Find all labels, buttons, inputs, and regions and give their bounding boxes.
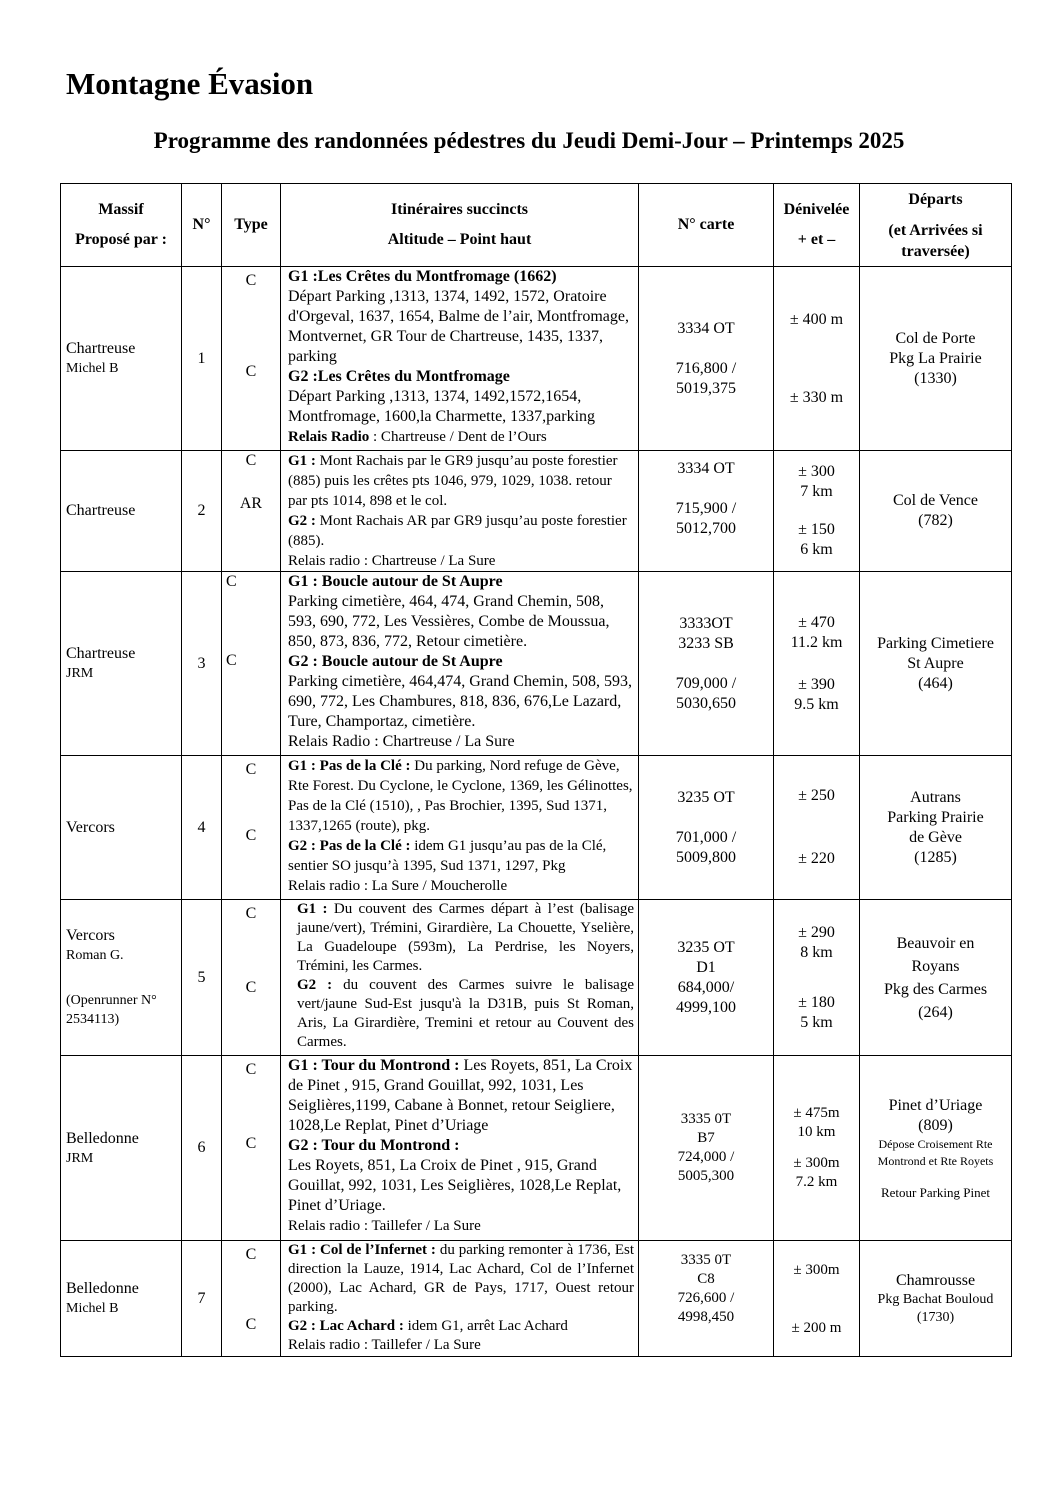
carte-value: 3335 0T — [680, 1252, 732, 1268]
distance-g2: 7.2 km — [795, 1174, 838, 1190]
g2-text: Mont Rachais AR par GR9 jusqu’au poste forestier (885). — [288, 513, 627, 549]
distance-g1: 10 km — [797, 1124, 836, 1140]
cell-carte — [639, 1056, 774, 1241]
hikes-table — [60, 183, 1012, 1357]
denivelee-g2: ± 300m — [793, 1155, 840, 1171]
cell-itineraire — [281, 1056, 639, 1241]
type-g2: C — [245, 363, 257, 380]
denivelee-g1: ± 290 — [798, 923, 835, 941]
carte-coord-x: 724,000 / — [677, 1149, 735, 1165]
relais-text: Relais radio : Taillefer / La Sure — [288, 1218, 481, 1234]
depart-note: Pkg Bachat Bouloud — [877, 1291, 994, 1307]
depart-line: Beauvoir en — [896, 934, 975, 952]
header-numero: N° — [182, 184, 222, 267]
depart-line: Autrans — [910, 788, 961, 806]
cell-depart — [860, 451, 1012, 572]
massif-name: Belledonne — [66, 1280, 139, 1297]
cell-num: 5 — [182, 900, 222, 1056]
cell-itineraire — [281, 1241, 639, 1357]
g1-title: G1 : Pas de la Clé : — [288, 758, 411, 774]
carte-coord-x: 701,000 / — [675, 828, 737, 846]
denivelee-g1: ± 300 — [798, 463, 835, 480]
denivelee-g2: ± 150 — [798, 521, 835, 538]
depart-altitude: (264) — [918, 1003, 953, 1021]
g1-title: G1 : Boucle autour de St Aupre — [288, 573, 503, 590]
table-header-row — [61, 184, 1012, 267]
g1-title: G1 : — [288, 453, 316, 469]
cell-denivelee — [774, 572, 860, 756]
header-type: Type — [222, 184, 281, 267]
table-row — [61, 900, 1012, 1056]
type-g1: C — [245, 1246, 257, 1263]
g2-text: Parking cimetière, 464,474, Grand Chemin, 508, 593, 690, 772, Les Chambures, 818, 836, 676,Le Lazard, Ture, Champortaz, cimetière. — [288, 673, 632, 730]
cell-type — [222, 900, 281, 1056]
g2-title: G2 : — [297, 977, 333, 993]
g1-title: G1 : Col de l’Infernet : — [288, 1242, 436, 1258]
cell-denivelee — [774, 756, 860, 900]
relais-text: : Chartreuse / Dent de l’Ours — [369, 429, 547, 445]
g2-text: du couvent des Carmes suivre le balisage vert/jaune Sud-Est jusqu'à la D31B, puis St Roman, Aris, La Girardière, Tremini et retour au Couvent des Carmes. — [297, 977, 634, 1050]
massif-name: Chartreuse — [66, 340, 136, 357]
depart-line: St Aupre — [907, 654, 964, 672]
cell-carte — [639, 900, 774, 1056]
g2-title: G2 : Boucle autour de St Aupre — [288, 653, 503, 670]
distance-g2: 6 km — [800, 541, 833, 558]
depart-altitude: (1285) — [914, 848, 957, 866]
cell-massif — [61, 451, 182, 572]
type-g1: C — [245, 761, 257, 778]
carte-value: B7 — [697, 1130, 715, 1146]
type-g2: C — [245, 979, 257, 996]
distance-g1: 11.2 km — [790, 633, 843, 651]
cell-massif — [61, 1056, 182, 1241]
depart-altitude: (464) — [918, 674, 953, 692]
cell-massif — [61, 756, 182, 900]
g2-title: G2 :Les Crêtes du Montfromage — [288, 368, 510, 385]
type-g2: C — [245, 827, 257, 844]
proposer-name: Michel B — [66, 361, 119, 376]
type-g1: C — [245, 452, 257, 469]
cell-depart — [860, 756, 1012, 900]
header-propose-label: Proposé par : — [75, 231, 167, 248]
cell-carte — [639, 756, 774, 900]
relais-text: Relais radio : Chartreuse / La Sure — [288, 553, 496, 569]
carte-value: 3334 OT — [677, 319, 735, 337]
depart-line: de Gève — [909, 828, 962, 846]
depart-line: Chamrousse — [895, 1271, 976, 1289]
page-subtitle: Programme des randonnées pédestres du Jeudi Demi-Jour – Printemps 2025 — [153, 128, 905, 153]
massif-name: Chartreuse — [66, 645, 136, 662]
table-row — [61, 267, 1012, 451]
relais-label: Relais Radio — [288, 429, 370, 445]
cell-massif — [61, 572, 182, 756]
cell-massif — [61, 900, 182, 1056]
massif-name: Vercors — [66, 927, 115, 944]
massif-name: Vercors — [66, 818, 115, 836]
g1-text: Du couvent des Carmes départ à l’est (balisage jaune/vert), Trémini, Girardière, La Chouette, Yselière, La Guadeloupe (593m), La Perdrise, les Noyers, Trémini, les Carmes. — [297, 901, 634, 974]
carte-coord-y: 5019,375 — [676, 379, 736, 397]
carte-value: 3334 OT — [677, 460, 735, 477]
cell-denivelee — [774, 900, 860, 1056]
cell-denivelee — [774, 1056, 860, 1241]
cell-carte — [639, 267, 774, 451]
cell-num: 4 — [182, 756, 222, 900]
depart-note: Retour Parking Pinet — [880, 1184, 991, 1200]
depart-altitude: (782) — [918, 512, 953, 529]
g2-title: G2 : Tour du Montrond : — [288, 1137, 460, 1154]
type-g2: C — [226, 652, 237, 669]
carte-value: 3235 OT — [677, 788, 735, 806]
carte-value: 3333OT — [679, 614, 733, 632]
depart-line: Pkg La Prairie — [889, 349, 982, 367]
depart-note: Dépose Croisement Rte — [878, 1136, 993, 1151]
depart-altitude: (1330) — [914, 369, 957, 387]
cell-depart — [860, 572, 1012, 756]
denivelee-g2: ± 180 — [798, 993, 835, 1011]
distance-g2: 5 km — [800, 1013, 833, 1031]
g1-text: du parking remonter à 1736, Est direction la Lauze, 1914, Lac Achard, Col de l’Infernet (2000), Lac Achard, GR de Pays, 1717, Ouest retour parking. — [288, 1242, 634, 1315]
cell-carte — [639, 572, 774, 756]
proposer-name: JRM — [66, 1150, 94, 1166]
cell-type — [222, 1241, 281, 1357]
header-plus-moins-label: + et – — [797, 231, 836, 248]
g1-title: G1 : — [297, 901, 328, 917]
carte-coord-y: 4999,100 — [676, 998, 736, 1016]
massif-name: Belledonne — [66, 1129, 139, 1147]
cell-depart — [860, 900, 1012, 1056]
table-row — [61, 572, 1012, 756]
cell-carte — [639, 1241, 774, 1357]
relais-text: Relais Radio : Chartreuse / La Sure — [288, 733, 515, 750]
header-itineraires-label: Itinéraires succincts — [390, 201, 528, 218]
carte-coord-y: 5030,650 — [676, 694, 736, 712]
relais-text: Relais radio : La Sure / Moucherolle — [288, 878, 508, 894]
carte-coord-x: 726,600 / — [677, 1290, 735, 1306]
denivelee-g2: ± 390 — [798, 675, 835, 693]
carte-coord-y: 5009,800 — [676, 848, 736, 866]
header-departs-label: Départs — [908, 190, 963, 208]
header-departs-sub-label: (et Arrivées si traversée) — [888, 221, 983, 260]
distance-g2: 9.5 km — [794, 695, 839, 713]
header-denivelee — [774, 184, 860, 267]
denivelee-g1: ± 400 m — [789, 310, 844, 328]
type-g2: C — [245, 1135, 257, 1152]
distance-g1: 8 km — [800, 943, 833, 961]
depart-line: Pinet d’Uriage — [888, 1096, 983, 1114]
table-row — [61, 1241, 1012, 1357]
relais-text: Relais radio : Taillefer / La Sure — [288, 1337, 481, 1353]
openrunner-note: (Openrunner N° 2534113) — [66, 993, 157, 1027]
carte-coord-x: 684,000/ — [677, 978, 735, 996]
type-g1: C — [245, 905, 257, 922]
g2-title: G2 : Lac Achard : — [288, 1318, 404, 1334]
cell-itineraire — [281, 451, 639, 572]
massif-name: Chartreuse — [66, 502, 136, 519]
type-g1: C — [245, 272, 257, 289]
denivelee-g1: ± 475m — [793, 1105, 840, 1121]
type-g2: C — [245, 1316, 257, 1333]
type-g1: C — [226, 573, 237, 590]
header-denivelee-label: Dénivelée — [783, 201, 850, 218]
cell-denivelee — [774, 1241, 860, 1357]
cell-type — [222, 756, 281, 900]
g1-text: Parking cimetière, 464, 474, Grand Chemin, 508, 593, 690, 772, Les Vessières, Combe de Moussua, 850, 873, 836, 772, Retour cimetière. — [288, 593, 610, 650]
depart-line: Pkg des Carmes — [883, 980, 988, 998]
cell-num: 6 — [182, 1056, 222, 1241]
denivelee-g1: ± 250 — [798, 787, 835, 804]
denivelee-g2: ± 200 m — [791, 1319, 842, 1336]
denivelee-g2: ± 220 — [798, 850, 835, 867]
header-itineraires — [281, 184, 639, 267]
g2-text: idem G1, arrêt Lac Achard — [403, 1318, 568, 1334]
carte-coord-y: 5005,300 — [677, 1168, 735, 1184]
cell-depart — [860, 1241, 1012, 1357]
cell-type — [222, 572, 281, 756]
cell-carte — [639, 451, 774, 572]
type-g2: AR — [239, 495, 263, 512]
denivelee-g1: ± 300m — [793, 1261, 840, 1278]
depart-line: Parking Prairie — [887, 808, 984, 826]
depart-line: Col de Vence — [892, 492, 978, 509]
g1-title: G1 :Les Crêtes du Montfromage (1662) — [288, 268, 557, 285]
carte-coord-y: 5012,700 — [676, 520, 736, 537]
depart-altitude: (1730) — [916, 1309, 955, 1325]
carte-value: 3235 OT — [677, 938, 735, 956]
cell-itineraire — [281, 267, 639, 451]
header-altitude-label: Altitude – Point haut — [387, 231, 532, 248]
carte-coord-y: 4998,450 — [677, 1309, 735, 1325]
carte-value: 3233 SB — [678, 634, 734, 652]
cell-denivelee — [774, 451, 860, 572]
g2-title: G2 : Pas de la Clé : — [288, 838, 411, 854]
cell-itineraire — [281, 900, 639, 1056]
cell-massif — [61, 1241, 182, 1357]
g2-text: Départ Parking ,1313, 1374, 1492,1572,1654, Montfromage, 1600,la Charmette, 1337,parking — [288, 388, 596, 425]
cell-depart — [860, 267, 1012, 451]
g2-title: G2 : — [288, 513, 316, 529]
distance-g1: 7 km — [800, 483, 833, 500]
g1-text: Les Royets, 851, La Croix de Pinet , 915, Grand Gouillat, 992, 1031, Les Seiglières,1199, Cabane à Bonnet, retour Seigliere, 1028,Le Replat, Pinet d’Uriage — [288, 1057, 633, 1134]
cell-denivelee — [774, 267, 860, 451]
organization-title: Montagne Évasion — [66, 66, 314, 101]
table-row — [61, 451, 1012, 572]
cell-num: 7 — [182, 1241, 222, 1357]
denivelee-g1: ± 470 — [798, 613, 835, 631]
header-carte: N° carte — [639, 184, 774, 267]
cell-itineraire — [281, 572, 639, 756]
proposer-name: Michel B — [66, 1301, 119, 1316]
table-row — [61, 756, 1012, 900]
denivelee-g2: ± 330 m — [789, 388, 844, 406]
proposer-name: JRM — [66, 666, 94, 681]
carte-value: C8 — [697, 1271, 715, 1287]
cell-type — [222, 451, 281, 572]
cell-type — [222, 1056, 281, 1241]
header-massif-label: Massif — [98, 201, 144, 218]
depart-altitude: (809) — [918, 1116, 953, 1134]
type-g1: C — [245, 1061, 257, 1078]
depart-line: Royans — [911, 957, 960, 975]
header-departs — [860, 184, 1012, 267]
table-row — [61, 1056, 1012, 1241]
g1-title: G1 : Tour du Montrond : — [288, 1057, 460, 1074]
cell-type — [222, 267, 281, 451]
g1-text: Du parking, Nord refuge de Gève, Rte Forest. Du Cyclone, le Cyclone, 1369, les Gélinottes, Pas de la Clé (1510), , Pas Brochier, 1395, Sud 1371, 1337,1265 (route), pkg. — [288, 758, 633, 834]
g2-text: Les Royets, 851, La Croix de Pinet , 915, Grand Gouillat, 992, 1031, Les Seiglières, 1028,Le Replat, Pinet d’Uriage. — [288, 1157, 622, 1214]
cell-depart — [860, 1056, 1012, 1241]
proposer-name: Roman G. — [66, 948, 124, 963]
header-massif — [61, 184, 182, 267]
carte-coord-x: 715,900 / — [675, 500, 737, 517]
carte-coord-x: 709,000 / — [675, 674, 737, 692]
cell-num: 1 — [182, 267, 222, 451]
g1-text: Mont Rachais par le GR9 jusqu’au poste forestier (885) puis les crêtes pts 1046, 979, 1029, 1038. retour par pts 1014, 898 et le col. — [288, 453, 618, 509]
depart-line: Col de Porte — [895, 329, 976, 347]
carte-value: D1 — [696, 958, 716, 976]
depart-line: Parking Cimetiere — [877, 634, 994, 652]
cell-num: 3 — [182, 572, 222, 756]
carte-value: 3335 0T — [680, 1111, 732, 1127]
cell-massif — [61, 267, 182, 451]
cell-itineraire — [281, 756, 639, 900]
g1-text: Départ Parking ,1313, 1374, 1492, 1572, Oratoire d'Orgeval, 1637, 1654, Balme de l’air, Montfromage, Montvernet, GR Tour de Chartreuse, 1435, 1337, parking — [288, 288, 629, 365]
depart-note: Montrond et Rte Royets — [877, 1153, 994, 1168]
g2-text: idem G1 jusqu’au pas de la Clé, sentier SO jusqu’à 1395, Sud 1371, 1297, Pkg — [288, 838, 607, 874]
carte-coord-x: 716,800 / — [675, 359, 737, 377]
cell-num: 2 — [182, 451, 222, 572]
